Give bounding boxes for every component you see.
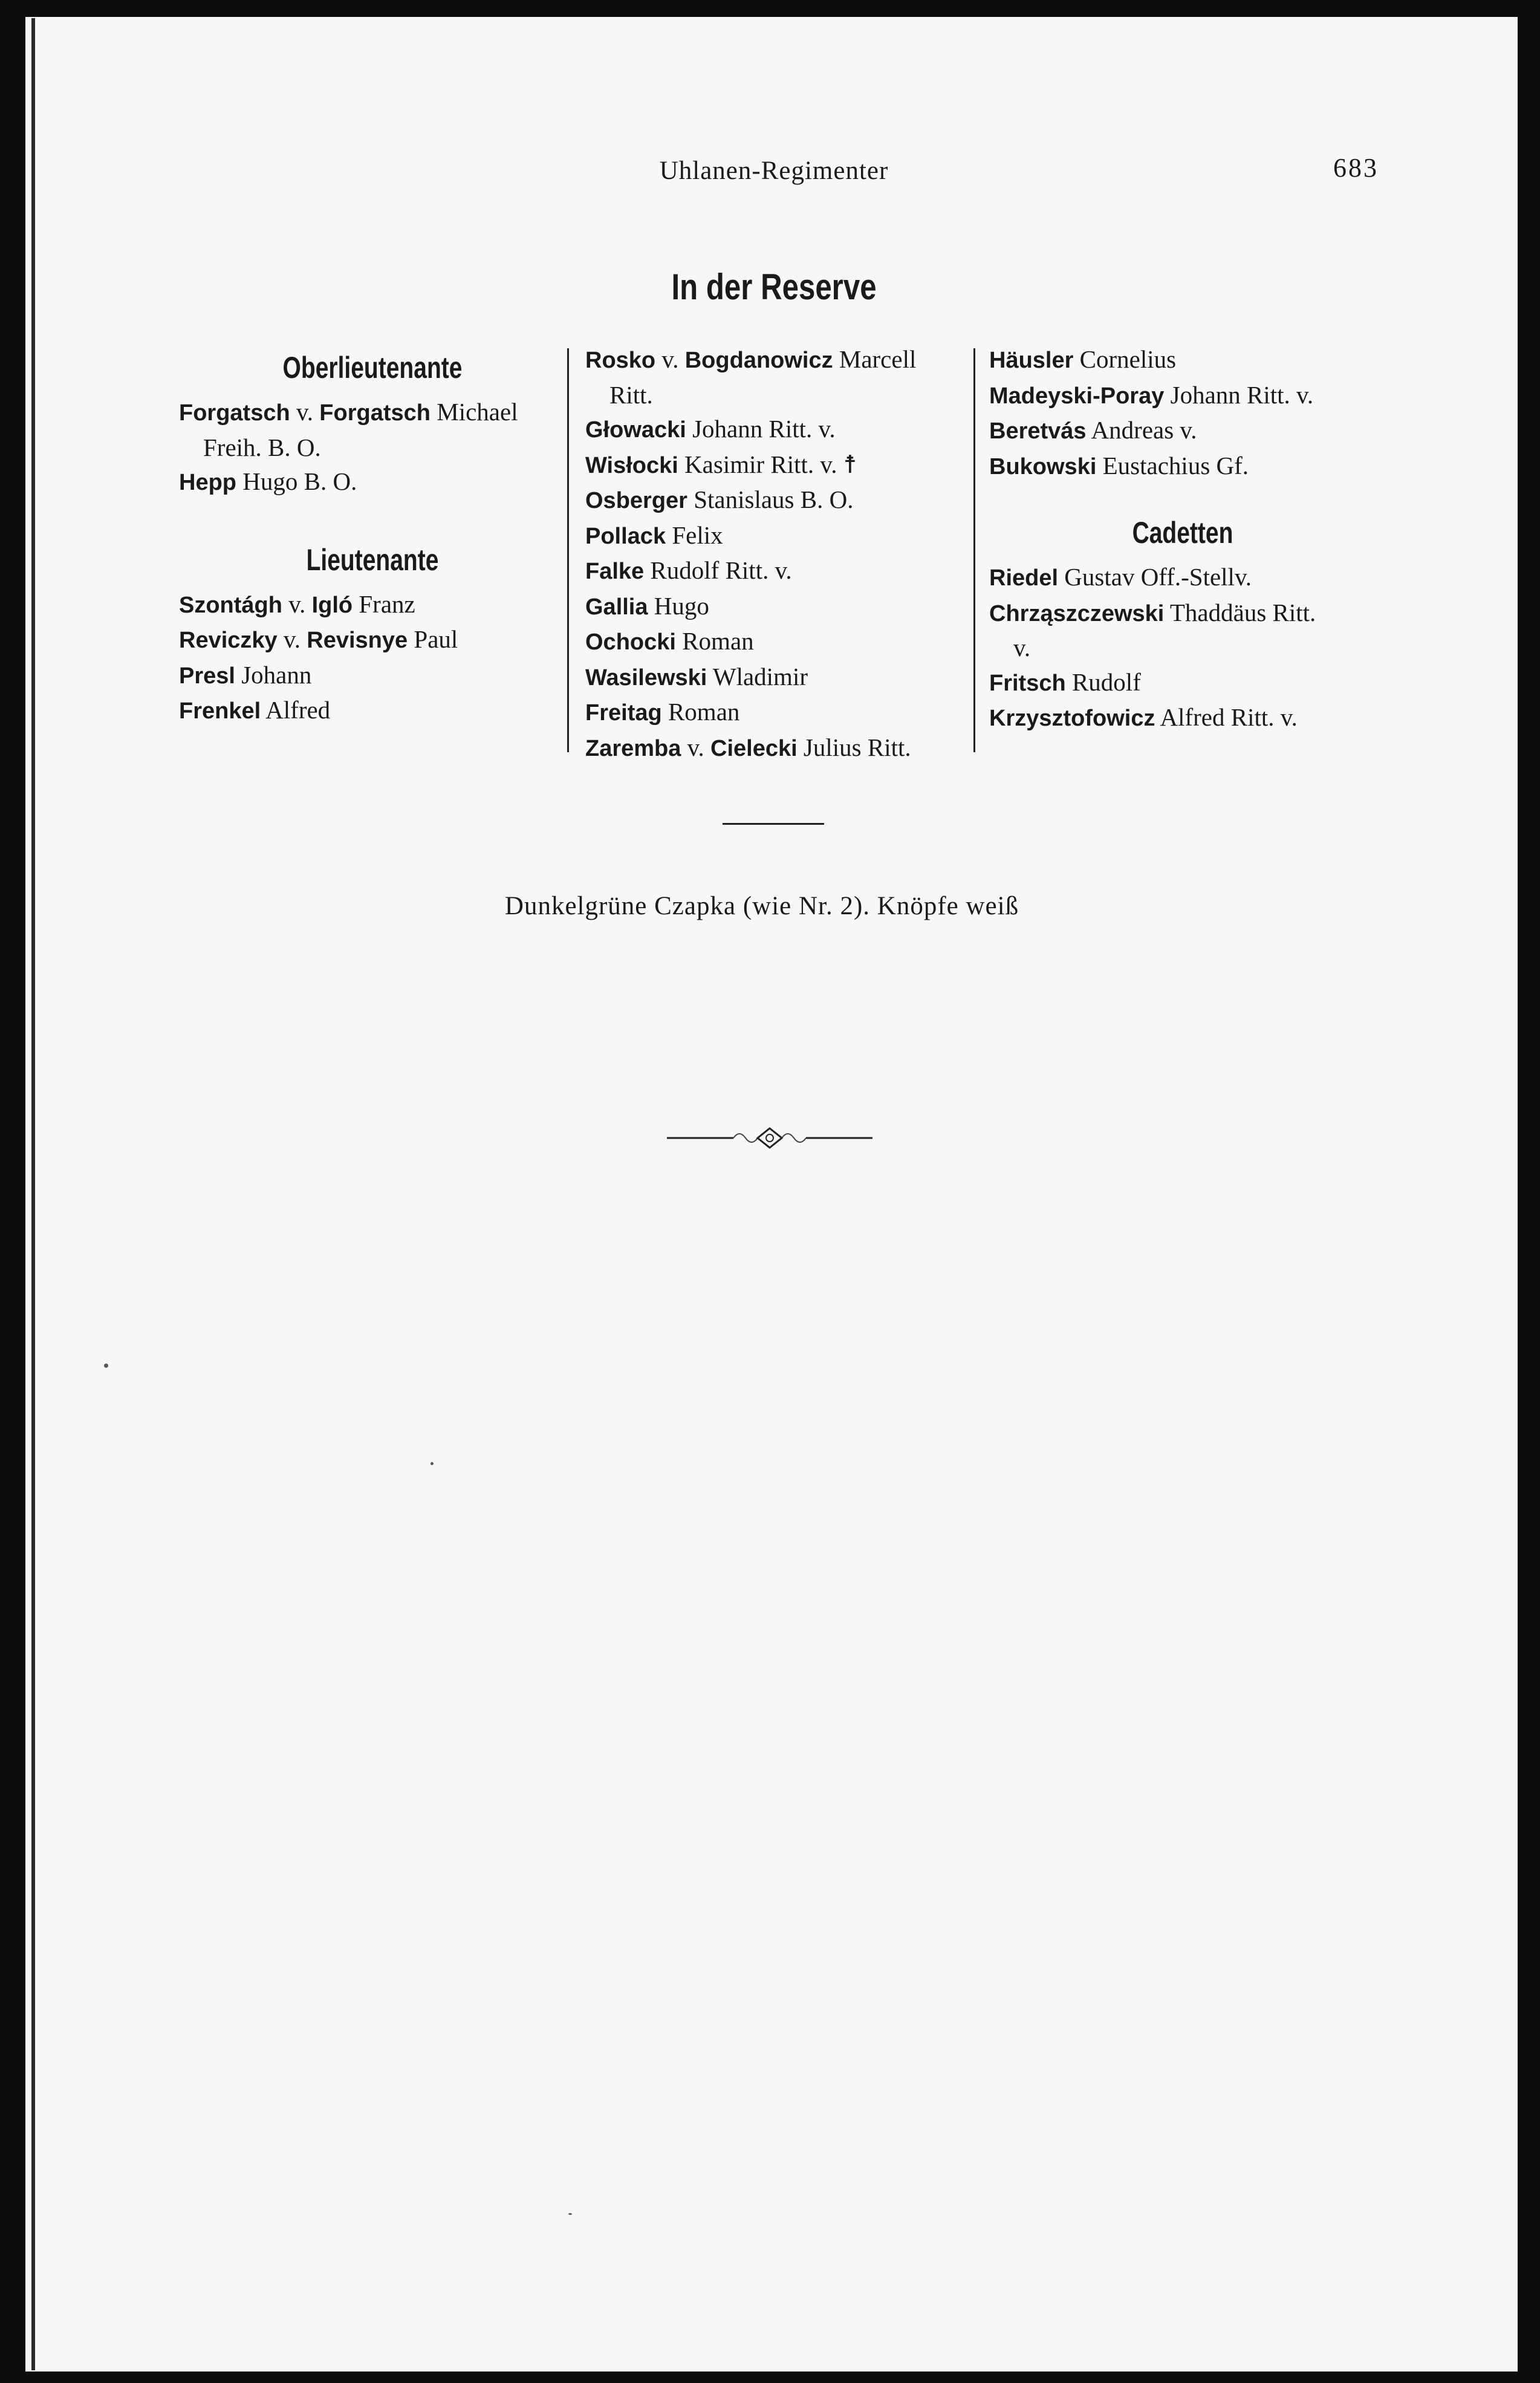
name-rest: v.	[655, 345, 685, 373]
list-item	[989, 378, 1376, 414]
list-item	[179, 464, 566, 500]
name-rest: Hugo	[648, 591, 709, 620]
spacer	[989, 484, 1376, 512]
list-item	[179, 622, 566, 658]
paper-speck	[104, 1364, 108, 1368]
list-item	[585, 589, 972, 625]
middle-column	[585, 342, 972, 766]
list-item	[585, 624, 972, 660]
name-rest: Hugo B. O.	[236, 467, 357, 495]
surname: Freitag	[585, 700, 662, 726]
name-rest: Thaddäus Ritt.	[1164, 598, 1316, 626]
name-rest: Stanislaus B. O.	[687, 486, 854, 513]
name-rest: Johann Ritt. v.	[1164, 380, 1314, 409]
list-item	[989, 413, 1376, 449]
column-divider	[567, 348, 569, 752]
surname: Fritsch	[989, 670, 1066, 696]
column-divider	[973, 348, 975, 752]
surname: Revisnye	[307, 628, 408, 653]
list-item	[989, 596, 1376, 631]
ornament-icon	[667, 1125, 872, 1151]
left-column	[179, 346, 566, 729]
list-item	[179, 693, 566, 729]
surname: Chrząszczewski	[989, 600, 1165, 626]
surname: Ochocki	[585, 629, 676, 655]
section-heading-cadetten: Cadetten	[1132, 516, 1233, 550]
name-rest: Rudolf Ritt. v.	[644, 556, 792, 584]
surname: Falke	[585, 559, 645, 584]
section-divider-rule	[723, 823, 824, 825]
surname: Beretvás	[989, 418, 1087, 444]
list-item	[585, 660, 972, 695]
uniform-note: Dunkelgrüne Czapka (wie Nr. 2). Knöpfe weiß	[504, 892, 1019, 920]
running-title: Uhlanen-Regimenter	[659, 157, 889, 185]
name-rest: Roman	[661, 698, 740, 726]
list-item	[989, 665, 1376, 701]
spacer	[179, 389, 566, 395]
scan-border-top	[0, 0, 1540, 17]
scan-border-right	[1518, 0, 1540, 2383]
name-rest: Alfred Ritt. v.	[1155, 703, 1298, 731]
surname: Frenkel	[179, 698, 261, 724]
name-rest: Roman	[675, 627, 754, 655]
list-item	[585, 483, 972, 518]
name-rest: Eustachius Gf.	[1096, 451, 1249, 480]
list-item	[989, 700, 1376, 736]
section-heading-oberlieutenante: Oberlieutenante	[282, 351, 463, 385]
list-item	[179, 587, 566, 623]
surname: Krzysztofowicz	[989, 706, 1155, 731]
paper-speck	[568, 2213, 572, 2215]
surname: Presl	[179, 663, 235, 689]
name-rest: Kasimir Ritt. v. ☨	[678, 450, 857, 478]
list-item	[585, 342, 972, 378]
surname: Igló	[311, 592, 353, 618]
surname: Reviczky	[179, 628, 278, 653]
surname: Gallia	[585, 594, 648, 620]
name-rest: Marcell	[833, 345, 917, 373]
list-item	[585, 730, 972, 766]
binding-edge-line	[31, 18, 35, 2370]
name-rest: Paul	[408, 625, 458, 653]
scan-border-bottom	[0, 2372, 1540, 2383]
list-item	[585, 412, 972, 447]
section-heading-lieutenante: Lieutenante	[306, 542, 439, 577]
surname: Cielecki	[710, 735, 798, 761]
scan-border-left	[0, 0, 25, 2383]
name-rest: Andreas v.	[1086, 416, 1197, 444]
surname: Madeyski-Poray	[989, 383, 1165, 409]
surname: Osberger	[585, 488, 687, 513]
surname: Bogdanowicz	[684, 348, 833, 373]
surname: Forgatsch	[319, 400, 430, 426]
name-rest: Wladimir	[707, 662, 808, 691]
name-rest: Johann	[235, 660, 312, 689]
surname: Szontágh	[179, 592, 282, 618]
spacer	[179, 500, 566, 539]
list-item	[989, 560, 1376, 596]
name-rest: Alfred	[261, 696, 331, 724]
paper-speck	[430, 1462, 434, 1465]
spacer	[989, 554, 1376, 560]
surname: Riedel	[989, 565, 1059, 591]
surname: Häusler	[989, 348, 1074, 373]
name-rest: Franz	[353, 590, 415, 618]
list-item	[989, 342, 1376, 378]
name-rest: v.	[277, 625, 307, 653]
main-heading: In der Reserve	[671, 267, 877, 307]
name-rest: v.	[681, 733, 710, 761]
surname: Forgatsch	[179, 400, 290, 426]
surname: Wasilewski	[585, 665, 707, 691]
surname: Rosko	[585, 348, 656, 373]
surname: Hepp	[179, 470, 236, 495]
list-item-continuation: Freih. B. O.	[203, 433, 321, 461]
list-item	[585, 447, 972, 483]
list-item	[585, 695, 972, 730]
name-rest: Cornelius	[1073, 345, 1177, 373]
surname: Bukowski	[989, 454, 1097, 480]
name-rest: v.	[290, 398, 320, 426]
list-item	[179, 395, 566, 431]
list-item-continuation: v.	[1013, 634, 1031, 662]
list-item-continuation: Ritt.	[609, 380, 653, 409]
list-item	[585, 518, 972, 554]
spacer	[179, 581, 566, 587]
list-item	[989, 449, 1376, 484]
page-number: 683	[1333, 153, 1379, 183]
surname: Pollack	[585, 523, 666, 549]
name-rest: Gustav Off.-Stellv.	[1058, 563, 1252, 591]
surname: Głowacki	[585, 417, 686, 443]
surname: Wisłocki	[585, 452, 678, 478]
name-rest: Michael	[430, 398, 518, 426]
name-rest: Johann Ritt. v.	[686, 415, 836, 443]
list-item	[179, 658, 566, 694]
name-rest: Rudolf	[1065, 668, 1141, 696]
name-rest: Felix	[666, 521, 723, 549]
name-rest: Julius Ritt.	[797, 733, 911, 761]
surname: Zaremba	[585, 735, 681, 761]
name-rest: v.	[282, 590, 312, 618]
right-column	[989, 342, 1376, 736]
list-item	[585, 553, 972, 589]
